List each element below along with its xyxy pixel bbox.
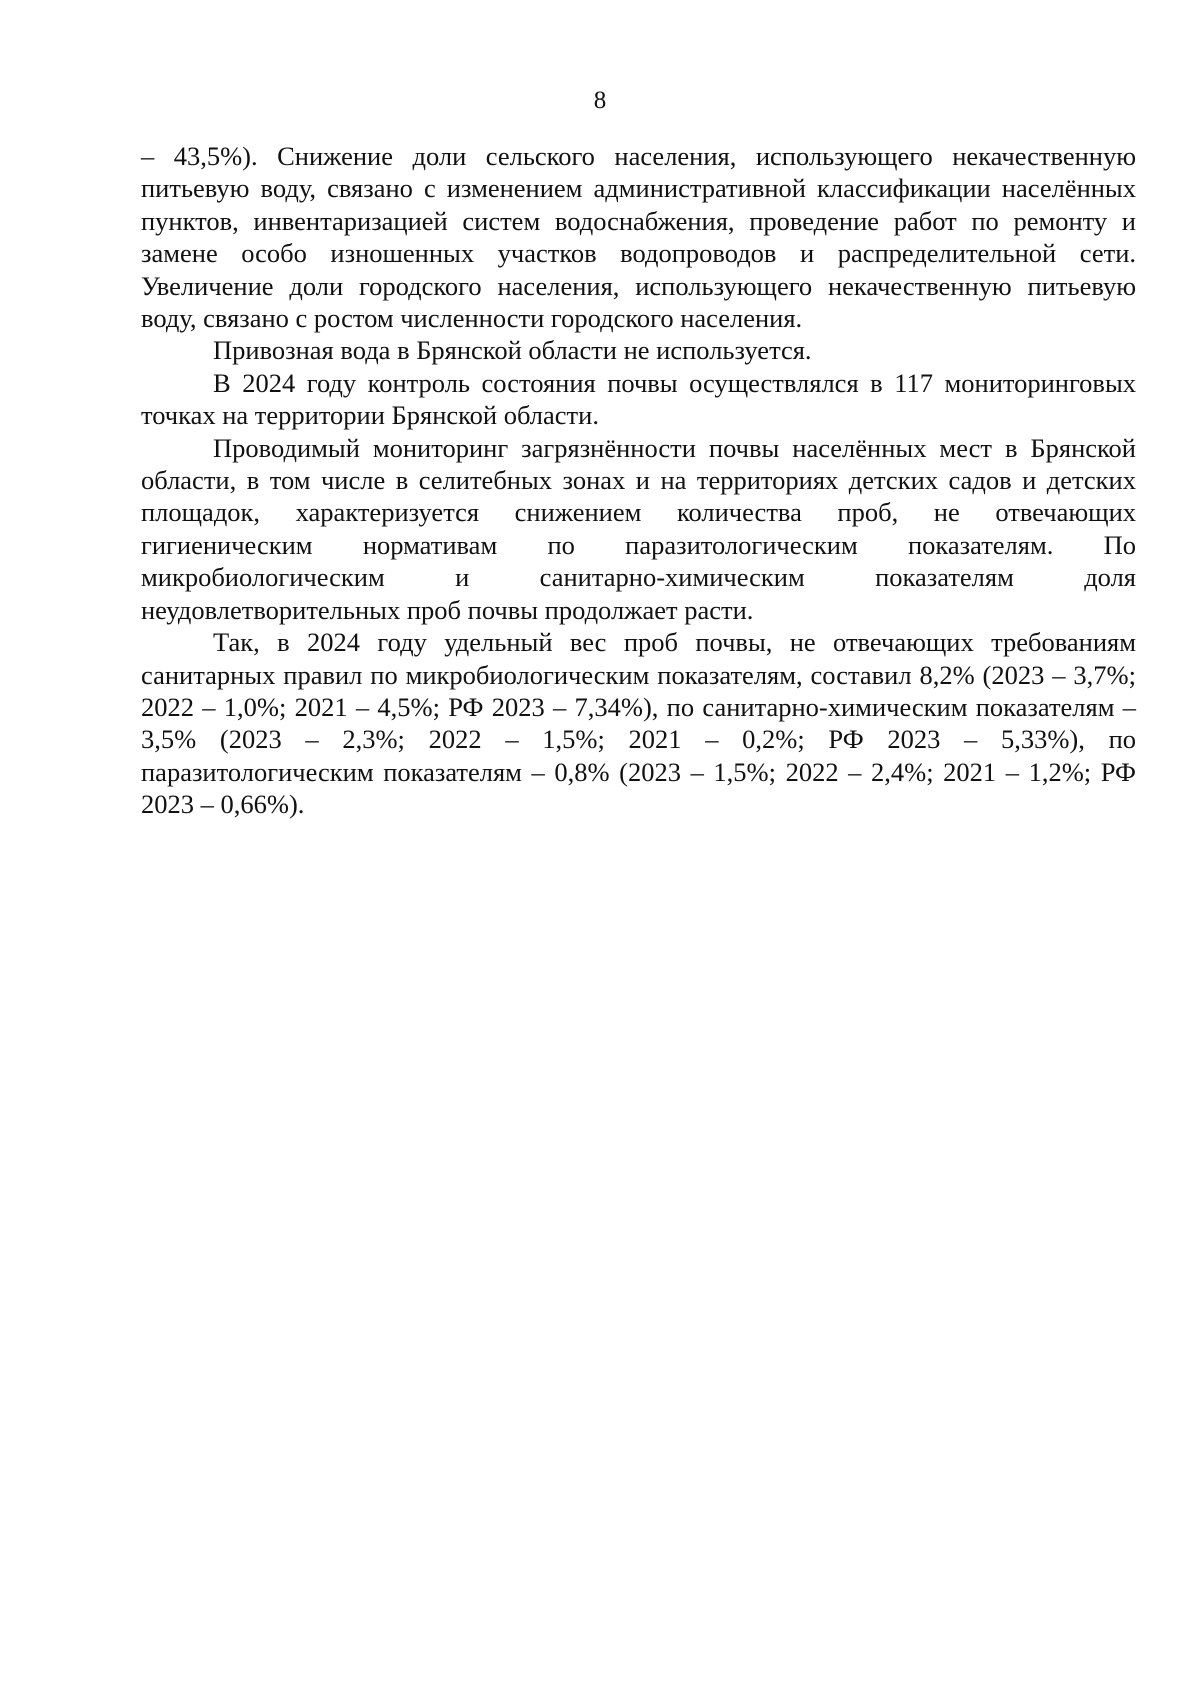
paragraph-soil-contamination-monitoring: Проводимый мониторинг загрязнённости почвы населённых мест в Брянской области, в том числе в селитебных зонах и на территориях детских садов и детских площадок, характеризуется снижением количества проб, не отвечающих гигиеническим нормативам по паразитологическим показателям. По микробиологическим и санитарно-химическим показателям доля неудовлетворительных проб почвы продолжает расти.: [141, 432, 1136, 625]
paragraph-rural-urban-water: – 43,5%). Снижение доли сельского населения, использующего некачественную питьевую воду, связано с изменением административной классификации населённых пунктов, инвентаризацией систем водоснабжения, проведение работ по ремонту и замене особо изношенных участков водопроводов и распределительной сети. Увеличение доли городского населения, использующего некачественную питьевую воду, связано с ростом численности городского населения.: [141, 141, 1136, 334]
document-body: [141, 140, 1136, 821]
paragraph-imported-water: Привозная вода в Брянской области не используется.: [213, 335, 812, 366]
page-number: 8: [593, 87, 607, 114]
paragraph-soil-monitoring-points: В 2024 году контроль состояния почвы осуществлялся в 117 мониторинговых точках на территории Брянской области.: [141, 367, 1136, 431]
paragraph-soil-sample-statistics: Так, в 2024 году удельный вес проб почвы, не отвечающих требованиям санитарных правил по микробиологическим показателям, составил 8,2% (2023 – 3,7%; 2022 – 1,0%; 2021 – 4,5%; РФ 2023 – 7,34%), по санитарно-химическим показателям – 3,5% (2023 – 2,3%; 2022 – 1,5%; 2021 – 0,2%; РФ 2023 – 5,33%), по паразитологическим показателям – 0,8% (2023 – 1,5%; 2022 – 2,4%; 2021 – 1,2%; РФ 2023 – 0,66%).: [141, 627, 1136, 820]
